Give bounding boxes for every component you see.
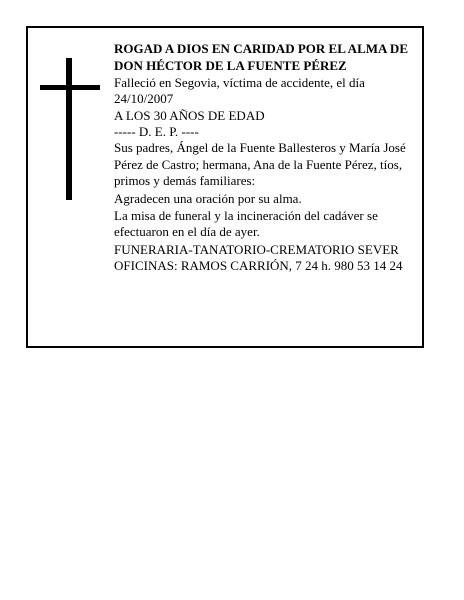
cross-horizontal-bar	[40, 85, 100, 90]
funeral-home-name: FUNERARIA-TANATORIO-CREMATORIO SEVER	[114, 241, 399, 257]
funeral-home-offices: OFICINAS: RAMOS CARRIÓN, 7 24 h. 980 53 14 24	[114, 258, 403, 274]
rip-line: ----- D. E. P. ----	[114, 124, 199, 140]
notice-text-block	[114, 40, 420, 275]
age-at-death: A LOS 30 AÑOS DE EDAD	[114, 107, 265, 123]
death-info: Falleció en Segovia, víctima de accidente, el día 24/10/2007	[114, 74, 365, 107]
latin-cross-icon	[40, 58, 100, 200]
notice-heading-prayer: ROGAD A DIOS EN CARIDAD POR EL ALMA DE	[114, 41, 408, 56]
cross-vertical-bar	[66, 58, 72, 200]
obituary-notice	[26, 26, 424, 348]
family-members: Sus padres, Ángel de la Fuente Ballesteros y María José Pérez de Castro; hermana, Ana de la Fuente Pérez, tíos, primos y demás familiares:	[114, 140, 406, 189]
deceased-name: DON HÉCTOR DE LA FUENTE PÉREZ	[114, 58, 347, 74]
thanks-line: Agradecen una oración por su alma.	[114, 190, 302, 206]
funeral-info: La misa de funeral y la incineración del cadáver se efectuaron en el día de ayer.	[114, 208, 378, 240]
